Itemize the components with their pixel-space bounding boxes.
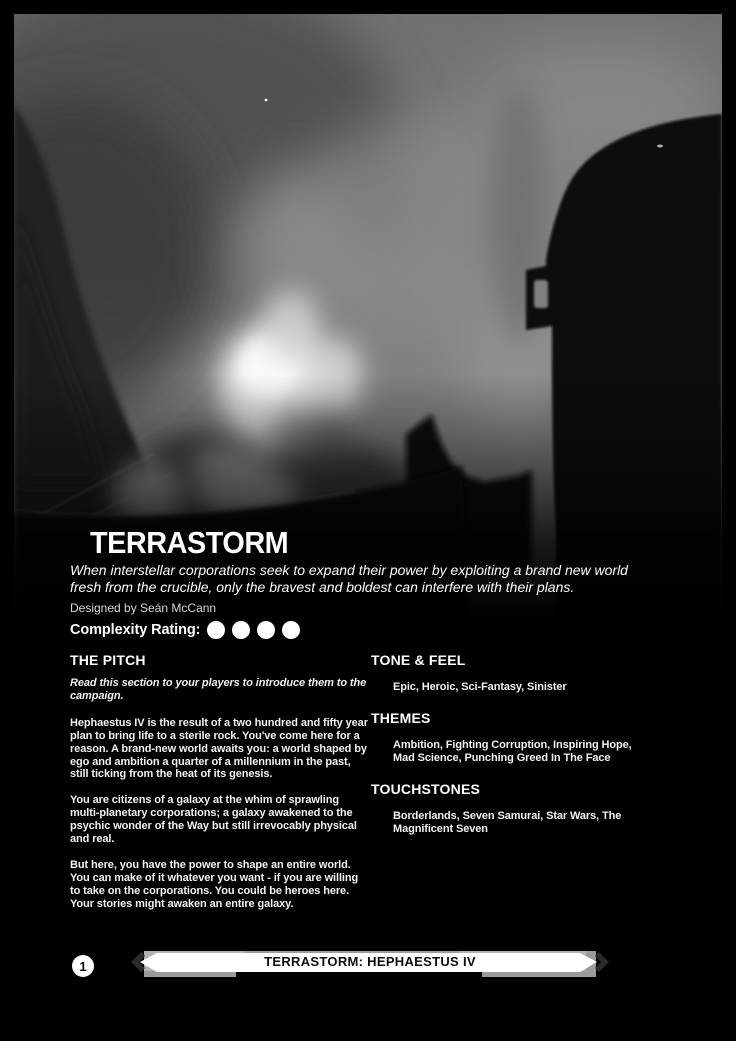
footer-banner-text: TERRASTORM: HEPHAESTUS IV [264, 954, 476, 969]
pitch-paragraph: You are citizens of a galaxy at the whim of sprawling multi-planetary corporations; a galaxy awakened to the psychic wonder of the Way but still irrevocably physical and real. [70, 794, 357, 846]
themes-heading: THEMES [371, 709, 431, 726]
tone-and-feel-heading: TONE & FEEL [371, 652, 466, 668]
page-title: TERRASTORM [90, 525, 289, 560]
complexity-dots [207, 621, 300, 639]
touchstones-heading: TOUCHSTONES [371, 780, 481, 797]
pitch-heading: THE PITCH [70, 652, 146, 668]
complexity-dot [257, 621, 275, 639]
tagline: When interstellar corporations seek to expand their power by exploiting a brand new world fresh from the crucible, only the bravest and boldest can interfere with their plans. [70, 562, 628, 595]
pitch-paragraph: But here, you have the power to shape an entire world. You can make of it whatever you want - if you are willing to take on the corporations. You could be heroes here. Your stories might awaken an entire galaxy. [70, 858, 359, 910]
complexity-dot [207, 621, 225, 639]
tone-and-feel-section [371, 653, 671, 694]
complexity-rating [70, 619, 300, 641]
themes-section [371, 711, 671, 765]
designer-credit: Designed by Seán McCann [70, 601, 217, 615]
themes-content: Ambition, Fighting Corruption, Inspiring Hope, Mad Science, Punching Greed In The Face [393, 738, 632, 764]
pitch-note: Read this section to your players to introduce them to the campaign. [70, 677, 367, 702]
complexity-dot [232, 621, 250, 639]
touchstones-section [371, 782, 671, 836]
complexity-dot [282, 621, 300, 639]
footer-banner [130, 948, 610, 982]
details-section [371, 653, 671, 853]
complexity-label: Complexity Rating: [70, 622, 201, 638]
page-number-badge [72, 955, 94, 977]
page-number: 1 [79, 958, 87, 974]
star-speck [265, 99, 268, 102]
tone-and-feel-content: Epic, Heroic, Sci-Fantasy, Sinister [393, 681, 567, 693]
pitch-paragraph: Hephaestus IV is the result of a two hundred and fifty year plan to bring life to a sterile rock. You've come here for a reason. A brand-new world awaits you: a world shaped by ego and ambition a quarter of a millennium in the past, still ticking from the heat of its genesis. [70, 716, 368, 781]
pitch-section [70, 653, 369, 924]
touchstones-content: Borderlands, Seven Samurai, Star Wars, The Magnificent Seven [393, 809, 622, 835]
